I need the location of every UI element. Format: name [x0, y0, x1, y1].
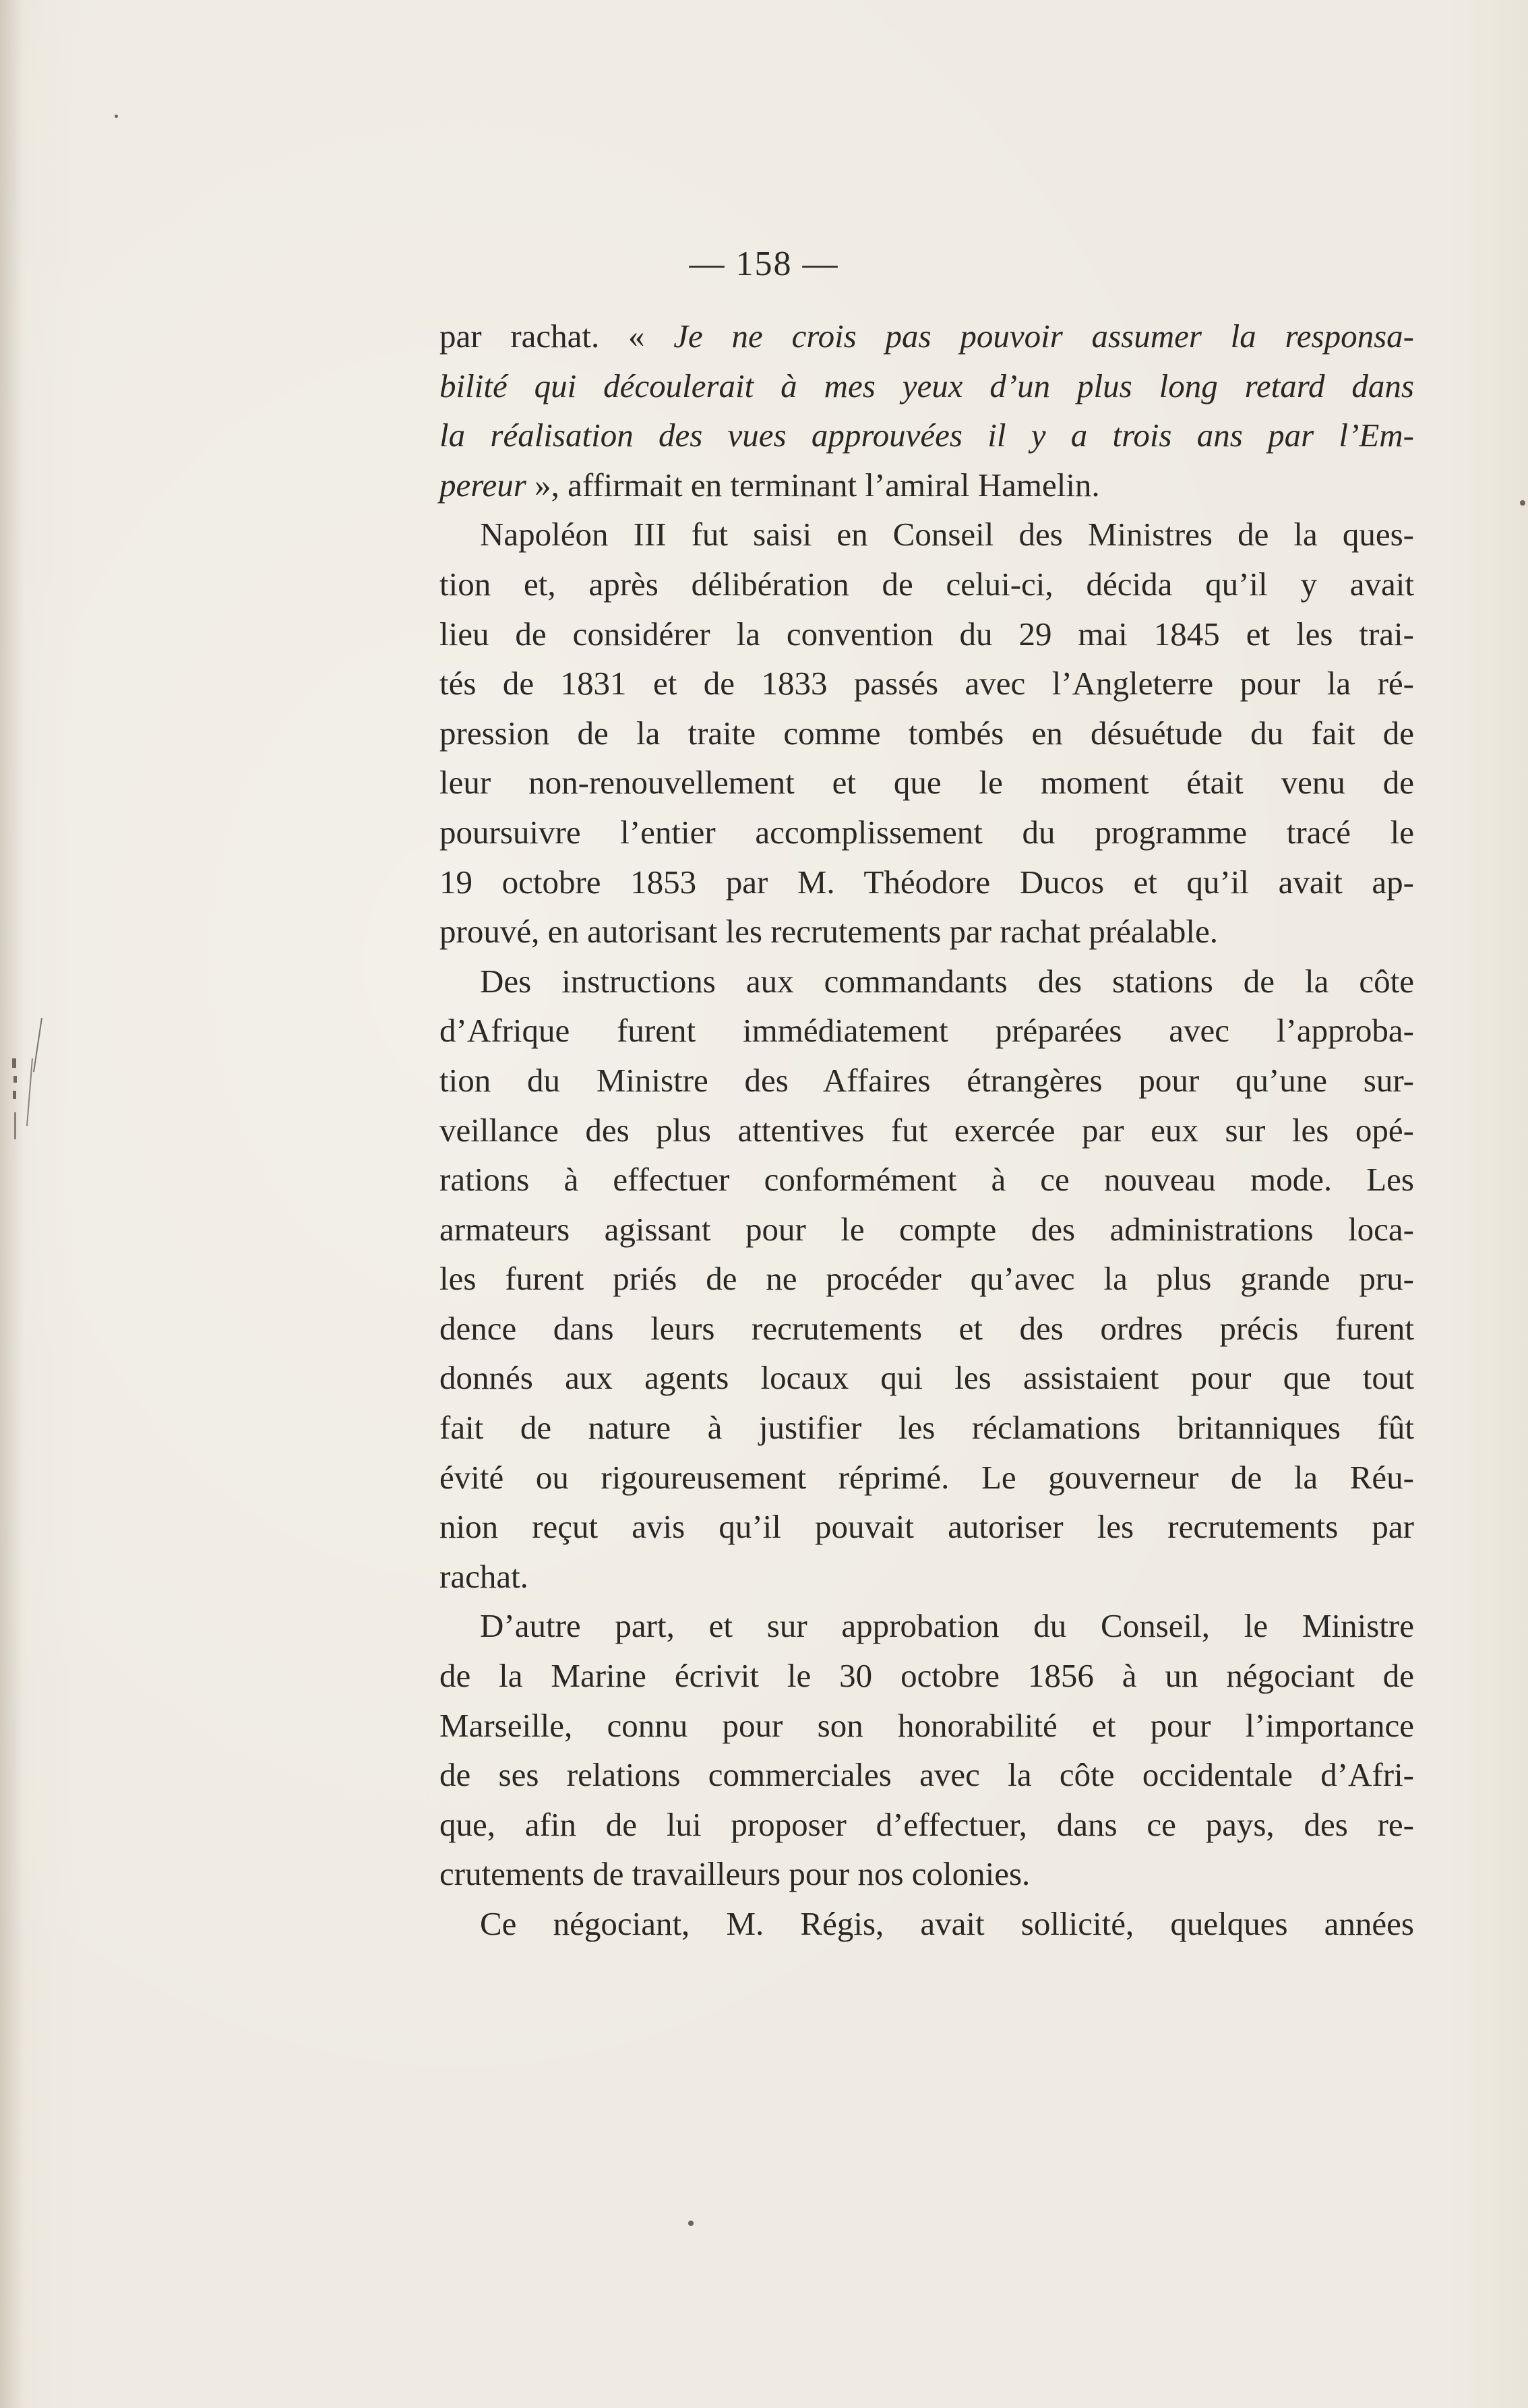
text-segment: leur non-renouvellement et que le moment était venu de [439, 764, 1414, 802]
text-segment: nion reçut avis qu’il pouvait autoriser les recrutements par [439, 1508, 1414, 1546]
text-line [439, 361, 1414, 411]
stray-dot [115, 115, 118, 118]
text-line [439, 411, 1414, 460]
text-line [439, 1155, 1414, 1205]
text-segment: Marseille, connu pour son honorabilité et pour l’importance [439, 1706, 1414, 1744]
text-segment: tés de 1831 et de 1833 passés avec l’Angleterre pour la ré- [439, 665, 1414, 702]
body-text [439, 311, 1414, 1949]
text-segment: tion du Ministre des Affaires étrangères pour qu’une sur- [439, 1061, 1414, 1099]
text-segment: par rachat. « [439, 318, 674, 355]
margin-glyph [13, 1091, 16, 1099]
text-line [439, 709, 1414, 758]
text-segment: que, afin de lui proposer d’effectuer, dans ce pays, des re- [439, 1805, 1414, 1843]
text-segment: lieu de considérer la convention du 29 mai 1845 et les trai- [439, 615, 1414, 653]
text-segment: Des instructions aux commandants des stations de la côte [480, 962, 1414, 1000]
italic-quote-text: la réalisation des vues approuvées il y a trois ans par l’Em- [439, 417, 1414, 454]
margin-stroke [34, 1018, 42, 1072]
text-segment: donnés aux agents locaux qui les assistaient pour que tout [439, 1359, 1414, 1397]
text-segment: D’autre part, et sur approbation du Conseil, le Ministre [480, 1607, 1414, 1645]
text-line [439, 1006, 1414, 1056]
text-segment: fait de nature à justifier les réclamations britanniques fût [439, 1409, 1414, 1447]
text-segment: dence dans leurs recrutements et des ordres précis furent [439, 1309, 1414, 1347]
text-segment: d’Afrique furent immédiatement préparées avec l’approba- [439, 1012, 1414, 1050]
text-line [439, 1601, 1414, 1651]
text-line [439, 609, 1414, 659]
text-line [439, 957, 1414, 1006]
text-line [439, 1254, 1414, 1304]
text-line [439, 510, 1414, 560]
text-line [439, 659, 1414, 709]
margin-glyph [12, 1058, 16, 1068]
text-line [439, 1304, 1414, 1354]
text-segment: tion et, après délibération de celui-ci, décida qu’il y avait [439, 565, 1414, 603]
text-line [439, 1353, 1414, 1403]
text-line [439, 1651, 1414, 1701]
stray-dot [1520, 500, 1525, 506]
text-segment: », affirmait en terminant l’amiral Hamelin. [526, 466, 1100, 504]
text-line [439, 1849, 1414, 1899]
text-line [439, 1899, 1414, 1949]
text-line [439, 808, 1414, 857]
text-segment: armateurs agissant pour le compte des administrations loca- [439, 1210, 1414, 1248]
text-line [439, 907, 1414, 957]
italic-quote-text: Je ne crois pas pouvoir assumer la responsa- [673, 318, 1414, 355]
margin-marks [7, 1011, 54, 1173]
text-segment: les furent priés de ne procéder qu’avec la plus grande pru- [439, 1260, 1414, 1298]
text-line [439, 460, 1414, 510]
text-line [439, 1453, 1414, 1503]
text-segment: pression de la traite comme tombés en désuétude du fait de [439, 714, 1414, 752]
text-line [439, 1552, 1414, 1602]
stray-dot [688, 2221, 694, 2226]
text-line [439, 311, 1414, 361]
text-segment: prouvé, en autorisant les recrutements par rachat préalable. [439, 913, 1219, 951]
text-line [439, 1205, 1414, 1255]
text-segment: veillance des plus attentives fut exercée par eux sur les opé- [439, 1111, 1414, 1149]
text-segment: 19 octobre 1853 par M. Théodore Ducos et qu’il avait ap- [439, 863, 1414, 901]
text-segment: Napoléon III fut saisi en Conseil des Ministres de la ques- [480, 516, 1414, 553]
page-number: — 158 — [689, 245, 839, 283]
text-segment: Ce négociant, M. Régis, avait sollicité, quelques années [480, 1905, 1414, 1942]
margin-glyph [13, 1076, 17, 1083]
italic-quote-text: bilité qui découlerait à mes yeux d’un plus long retard dans [439, 367, 1414, 404]
binding-shadow [0, 0, 23, 2408]
text-segment: rachat. [439, 1557, 528, 1595]
text-line [439, 1056, 1414, 1106]
text-line [439, 758, 1414, 808]
text-line [439, 560, 1414, 609]
text-line [439, 1106, 1414, 1155]
text-segment: crutements de travailleurs pour nos colonies. [439, 1855, 1031, 1893]
margin-glyph [14, 1112, 16, 1139]
text-segment: de ses relations commerciales avec la côte occidentale d’Afri- [439, 1756, 1414, 1794]
text-line [439, 1502, 1414, 1552]
text-line [439, 1701, 1414, 1751]
margin-stroke [27, 1058, 32, 1126]
italic-quote-text: pereur [439, 466, 526, 504]
text-line [439, 1403, 1414, 1453]
text-line [439, 1800, 1414, 1850]
text-segment: de la Marine écrivit le 30 octobre 1856 à un négociant de [439, 1657, 1414, 1695]
text-line [439, 857, 1414, 907]
text-segment: rations à effectuer conformément à ce nouveau mode. Les [439, 1161, 1414, 1199]
text-segment: évité ou rigoureusement réprimé. Le gouverneur de la Réu- [439, 1458, 1414, 1496]
text-line [439, 1750, 1414, 1800]
text-segment: poursuivre l’entier accomplissement du programme tracé le [439, 813, 1414, 851]
